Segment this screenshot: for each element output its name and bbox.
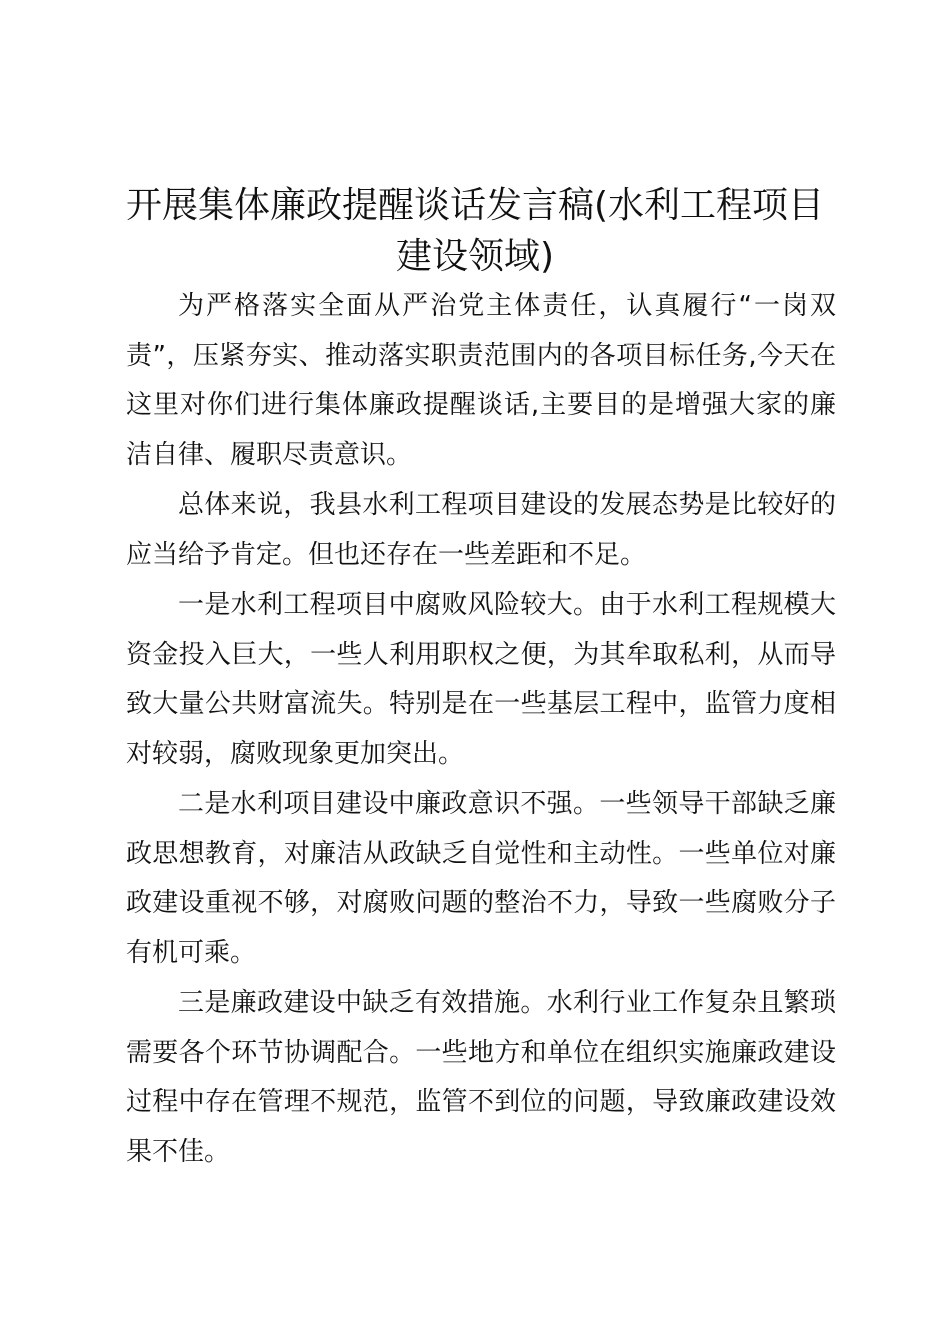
paragraph-point-two: 二是水利项目建设中廉政意识不强。一些领导干部缺乏廉政思想教育，对廉洁从政缺乏自觉性和主动性。一些单位对廉政建设重视不够，对腐败问题的整治不力，导致一些腐败分子有机可乘。	[126, 789, 836, 968]
paragraph-point-three: 三是廉政建设中缺乏有效措施。水利行业工作复杂且繁琐需要各个环节协调配合。一些地方和单位在组织实施廉政建设过程中存在管理不规范，监管不到位的问题，导致廉政建设效果不佳。	[126, 988, 836, 1167]
paragraph-intro: 为严格落实全面从严治党主体责任，认真履行“一岗双责”，压紧夯实、推动落实职责范围内的各项目标任务,今天在这里对你们进行集体廉政提醒谈话,主要目的是增强大家的廉洁自律、履职尽责意识。	[126, 291, 836, 470]
paragraph-overview: 总体来说，我县水利工程项目建设的发展态势是比较好的应当给予肯定。但也还存在一些差距和不足。	[126, 490, 836, 570]
document-body	[126, 282, 836, 1177]
paragraph-point-one: 一是水利工程项目中腐败风险较大。由于水利工程规模大资金投入巨大，一些人利用职权之便，为其牟取私利，从而导致大量公共财富流失。特别是在一些基层工程中，监管力度相对较弱，腐败现象更加突出。	[126, 590, 836, 769]
document-title: 开展集体廉政提醒谈话发言稿(水利工程项目建设领域)	[125, 185, 825, 277]
